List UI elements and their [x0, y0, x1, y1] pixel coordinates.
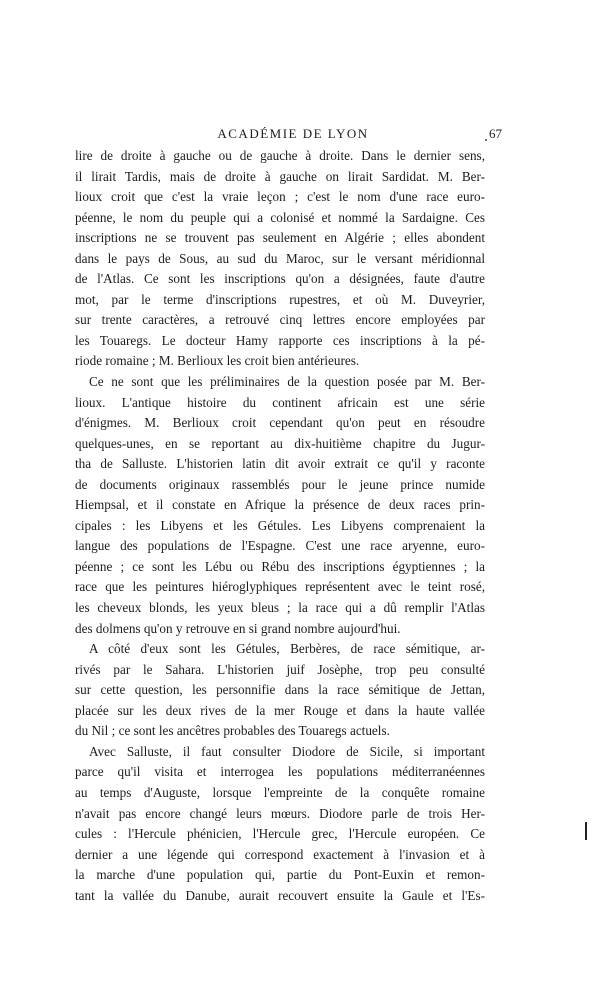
- text-line: sur cette question, les personnifie dans la race sémitique de Jettan,: [75, 682, 485, 698]
- text-line: race que les peintures hiéroglyphiques représentent avec le teint rosé,: [75, 579, 485, 595]
- text-line: lioux. L'antique histoire du continent africain est une série: [75, 394, 485, 410]
- text-line: langue des populations de l'Espagne. C'est une race aryenne, euro-: [75, 538, 485, 554]
- text-line: des dolmens qu'on y retrouve en si grand nombre aujourd'hui.: [75, 620, 401, 636]
- text-line: lire de droite à gauche ou de gauche à droite. Dans le dernier sens,: [75, 148, 485, 163]
- text-line: dans le pays de Sous, au sud du Maroc, sur le versant méridionnal: [75, 250, 485, 266]
- text-line: au temps d'Auguste, lorsque l'empreinte de la conquête romaine: [75, 784, 485, 800]
- text-line: cules : l'Hercule phénicien, l'Hercule grec, l'Hercule européen. Ce: [75, 826, 485, 842]
- running-header: [96, 126, 502, 146]
- text-line: du Nil ; ce sont les ancêtres probables des Touaregs actuels.: [75, 723, 390, 739]
- page-number: 67: [489, 126, 502, 141]
- text-line: il lirait Tardis, mais de droite à gauche on lirait Sardidat. M. Ber-: [75, 168, 485, 184]
- text-line: de l'Atlas. Ce sont les inscriptions qu'on a désignées, faute d'autre: [75, 271, 485, 287]
- text-line: péenne, le nom du peuple qui a colonisé et nommé la Sardaigne. Ces: [75, 209, 485, 225]
- text-line: Ce ne sont que les préliminaires de la question posée par M. Ber-: [89, 374, 485, 390]
- body-text: [75, 146, 485, 906]
- text-line: Hiempsal, et il constate en Afrique la présence de deux races prin-: [75, 497, 485, 513]
- header-title: ACADÉMIE DE LYON: [217, 126, 369, 141]
- text-line: Avec Salluste, il faut consulter Diodore de Sicile, si important: [89, 743, 485, 759]
- text-line: inscriptions ne se trouvent pas seulement en Algérie ; elles abondent: [75, 230, 485, 246]
- text-line: la marche d'une population qui, partie du Pont-Euxin et remon-: [75, 867, 485, 883]
- text-line: d'énigmes. M. Berlioux croit cependant qu'on peut en résoudre: [75, 415, 485, 431]
- text-line: tant la vallée du Danube, aurait recouvert ensuite la Gaule et l'Es-: [75, 887, 485, 903]
- text-line: les Touaregs. Le docteur Hamy rapporte ces inscriptions à la pé-: [75, 332, 485, 348]
- text-line: quelques-unes, en se reportant au dix-huitième chapitre du Jugur-: [75, 435, 485, 451]
- text-line: placée sur les deux rives de la mer Rouge et dans la haute vallée: [75, 702, 485, 718]
- margin-mark: [585, 822, 587, 840]
- text-line: les cheveux blonds, les yeux bleus ; la race qui a dû remplir l'Atlas: [75, 600, 485, 616]
- text-line: dernier a une légende qui correspond exactement à l'invasion et à: [75, 846, 485, 862]
- text-line: tha de Salluste. L'historien latin dit avoir extrait ce qu'il y raconte: [75, 456, 485, 472]
- text-line: sur trente caractères, a retrouvé cinq lettres encore employées par: [75, 312, 485, 328]
- text-line: parce qu'il visita et interrogea les populations méditerranéennes: [75, 764, 485, 780]
- text-line: de documents originaux rassemblés pour le jeune prince numide: [75, 476, 485, 492]
- text-line: lioux croit que c'est la vraie leçon ; c'est le nom d'une race euro-: [75, 189, 485, 205]
- text-line: riode romaine ; M. Berlioux les croit bien antérieures.: [75, 353, 360, 369]
- ink-speck: [485, 139, 487, 141]
- text-line: n'avait pas encore changé leurs mœurs. Diodore parle de trois Her-: [75, 805, 485, 821]
- text-line: mot, par le terme d'inscriptions rupestres, et où M. Duveyrier,: [75, 291, 485, 307]
- text-line: péenne ; ce sont les Lébu ou Rébu des inscriptions égyptiennes ; la: [75, 558, 485, 574]
- text-line: rivés par le Sahara. L'historien juif Josèphe, trop peu consulté: [75, 661, 485, 677]
- text-line: A côté d'eux sont les Gétules, Berbères, de race sémitique, ar-: [89, 641, 485, 657]
- text-line: cipales : les Libyens et les Gétules. Les Libyens comprenaient la: [75, 517, 485, 533]
